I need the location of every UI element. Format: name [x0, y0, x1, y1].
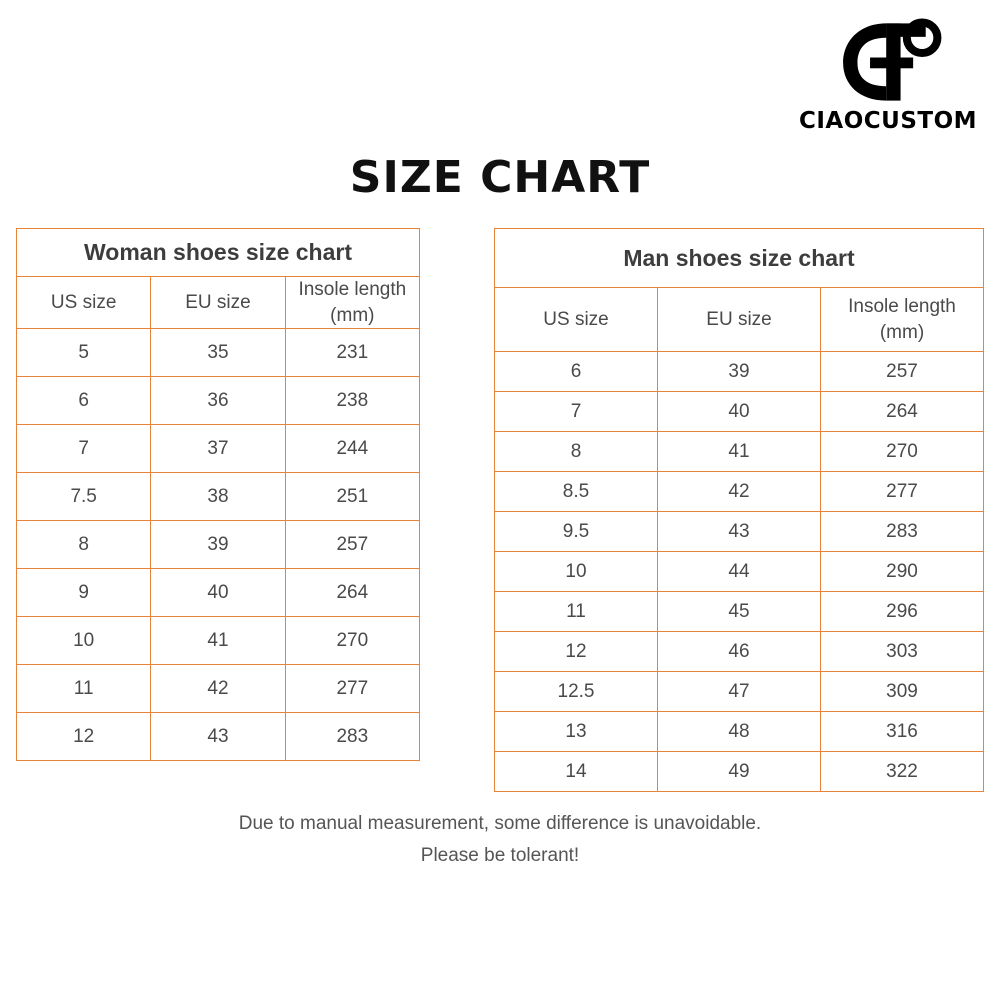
cell-us: 8	[17, 521, 151, 569]
cell-eu: 35	[151, 329, 285, 377]
cell-eu: 39	[658, 352, 821, 392]
cell-eu: 43	[658, 512, 821, 552]
cell-us: 9	[17, 569, 151, 617]
cell-eu: 42	[151, 665, 285, 713]
cell-insole: 257	[285, 521, 419, 569]
woman-size-table-block	[16, 228, 420, 792]
woman-col-header-us: US size	[17, 277, 151, 329]
brand-logo	[798, 18, 978, 134]
man-size-table-block	[494, 228, 984, 792]
cell-insole: 316	[821, 712, 984, 752]
woman-col-header-insole-line1: Insole length	[298, 279, 407, 300]
table-row	[17, 713, 420, 761]
cell-eu: 45	[658, 592, 821, 632]
table-row	[17, 521, 420, 569]
table-header-row	[17, 277, 420, 329]
cell-insole: 264	[285, 569, 419, 617]
cell-insole: 231	[285, 329, 419, 377]
woman-col-header-insole-line2: (mm)	[330, 304, 375, 326]
cell-eu: 41	[658, 432, 821, 472]
cell-eu: 40	[151, 569, 285, 617]
cell-us: 7.5	[17, 473, 151, 521]
man-col-header-insole	[821, 288, 984, 352]
cell-eu: 44	[658, 552, 821, 592]
cell-us: 11	[495, 592, 658, 632]
cell-eu: 48	[658, 712, 821, 752]
cell-eu: 40	[658, 392, 821, 432]
cell-eu: 36	[151, 377, 285, 425]
cell-eu: 38	[151, 473, 285, 521]
cell-eu: 46	[658, 632, 821, 672]
cell-insole: 322	[821, 752, 984, 792]
measurement-disclaimer	[0, 808, 1000, 873]
man-col-header-insole-line2: (mm)	[879, 321, 925, 343]
cell-eu: 43	[151, 713, 285, 761]
cell-insole: 283	[285, 713, 419, 761]
table-row	[495, 392, 984, 432]
cell-insole: 303	[821, 632, 984, 672]
man-col-header-eu: EU size	[658, 288, 821, 352]
disclaimer-line-2: Please be tolerant!	[420, 845, 580, 867]
cell-insole: 290	[821, 552, 984, 592]
cell-insole: 277	[821, 472, 984, 512]
cell-eu: 41	[151, 617, 285, 665]
ciaocustom-monogram-icon	[834, 18, 942, 106]
table-caption-row	[495, 229, 984, 288]
table-row	[17, 473, 420, 521]
table-row	[495, 712, 984, 752]
woman-table-caption: Woman shoes size chart	[17, 229, 420, 277]
cell-insole: 283	[821, 512, 984, 552]
table-header-row	[495, 288, 984, 352]
cell-eu: 49	[658, 752, 821, 792]
cell-us: 12	[17, 713, 151, 761]
cell-us: 13	[495, 712, 658, 752]
page-title: SIZE CHART	[349, 152, 651, 203]
cell-insole: 296	[821, 592, 984, 632]
cell-us: 8	[495, 432, 658, 472]
cell-us: 8.5	[495, 472, 658, 512]
cell-insole: 270	[821, 432, 984, 472]
cell-us: 12	[495, 632, 658, 672]
table-row	[495, 432, 984, 472]
table-row	[495, 592, 984, 632]
cell-us: 14	[495, 752, 658, 792]
brand-name: CIAOCUSTOM	[798, 108, 978, 134]
cell-us: 9.5	[495, 512, 658, 552]
cell-insole: 238	[285, 377, 419, 425]
cell-us: 10	[495, 552, 658, 592]
table-row	[17, 425, 420, 473]
cell-us: 5	[17, 329, 151, 377]
cell-insole: 309	[821, 672, 984, 712]
cell-us: 6	[17, 377, 151, 425]
cell-eu: 42	[658, 472, 821, 512]
cell-us: 11	[17, 665, 151, 713]
woman-col-header-eu: EU size	[151, 277, 285, 329]
table-row	[17, 617, 420, 665]
cell-eu: 47	[658, 672, 821, 712]
man-table-caption: Man shoes size chart	[495, 229, 984, 288]
cell-us: 7	[17, 425, 151, 473]
table-caption-row	[17, 229, 420, 277]
table-row	[495, 632, 984, 672]
table-row	[495, 352, 984, 392]
cell-insole: 257	[821, 352, 984, 392]
cell-insole: 244	[285, 425, 419, 473]
size-tables	[0, 228, 1000, 792]
cell-us: 10	[17, 617, 151, 665]
cell-insole: 251	[285, 473, 419, 521]
man-col-header-insole-line1: Insole length	[848, 295, 956, 317]
table-row	[495, 512, 984, 552]
cell-eu: 39	[151, 521, 285, 569]
man-col-header-us: US size	[495, 288, 658, 352]
table-row	[17, 377, 420, 425]
cell-eu: 37	[151, 425, 285, 473]
table-row	[495, 472, 984, 512]
cell-insole: 264	[821, 392, 984, 432]
table-row	[17, 569, 420, 617]
cell-us: 6	[495, 352, 658, 392]
disclaimer-line-1: Due to manual measurement, some difference is unavoidable.	[238, 813, 762, 834]
table-row	[495, 672, 984, 712]
table-row	[495, 752, 984, 792]
table-row	[495, 552, 984, 592]
cell-us: 12.5	[495, 672, 658, 712]
woman-col-header-insole	[285, 277, 419, 329]
cell-insole: 270	[285, 617, 419, 665]
table-row	[17, 329, 420, 377]
woman-size-table	[16, 228, 420, 761]
cell-insole: 277	[285, 665, 419, 713]
table-row	[17, 665, 420, 713]
man-size-table	[494, 228, 984, 792]
cell-us: 7	[495, 392, 658, 432]
